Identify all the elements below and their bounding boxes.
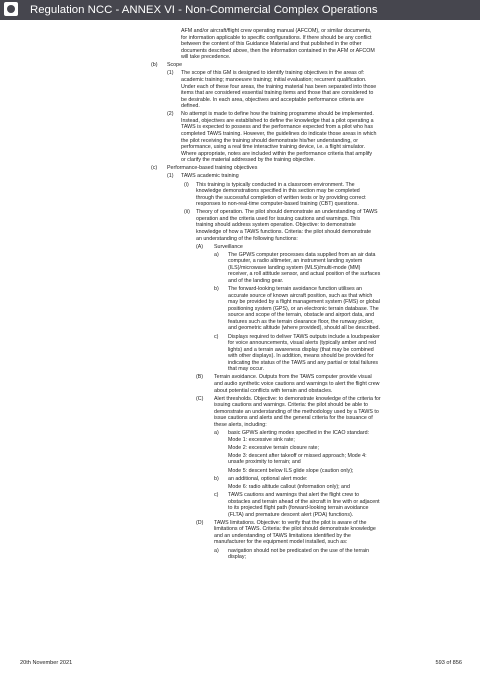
page-header — [0, 0, 480, 20]
paragraph-text — [181, 111, 480, 163]
paragraph — [0, 334, 480, 373]
paragraph — [0, 182, 480, 208]
text-line: Mode 6: radio altitude callout (information only); and — [228, 483, 350, 490]
text-line: and geometric altitude (where provided), should all be described. — [228, 325, 380, 332]
paragraph — [0, 453, 480, 466]
paragraph-text — [228, 548, 480, 561]
text-line: This training is typically conducted in a classroom environment. The — [196, 181, 355, 188]
paragraph — [0, 165, 480, 172]
text-line: Where appropriate, notes are included within the performance criteria that amplify — [181, 150, 373, 157]
text-line: No attempt is made to define how the training programme should be implemented. — [181, 111, 374, 118]
text-line: The GPWS computer processes data supplied from an air data — [228, 251, 376, 258]
paragraph — [0, 445, 480, 452]
paragraph — [0, 252, 480, 285]
text-line: and of the landing gear. — [228, 278, 284, 285]
text-line: documents described above, then the information contained in the AFM or AFCOM — [181, 47, 375, 54]
text-line: Performance-based training objectives — [167, 165, 258, 172]
text-line: AFM and/or aircraft/flight crew operating manual (AFCOM), or similar documents, — [181, 28, 372, 34]
text-line: knowledge of how a TAWS functions. Criteria: the pilot should demonstrate — [196, 229, 372, 236]
paragraph-text — [167, 62, 480, 69]
paragraph-text — [228, 476, 480, 483]
paragraph-label: (C) — [196, 395, 204, 402]
text-line: Displays required to deliver TAWS outputs include a loudspeaker — [228, 333, 380, 340]
text-line: navigation should not be predicated on the use of the terrain — [228, 547, 370, 554]
text-line: Theory of operation. The pilot should demonstrate an understanding of TAWS — [196, 209, 378, 216]
text-line: Mode 5: descent below ILS glide slope (caution only); — [228, 467, 354, 474]
paragraph-text — [196, 209, 480, 242]
paragraph-text — [228, 492, 480, 518]
paragraph-label: (i) — [184, 181, 189, 188]
document-body — [0, 28, 480, 562]
text-line: indicating the status of the TAWS and any partial or total failures — [228, 359, 379, 366]
text-line: TAWS is expected to possess and the performance expected from a pilot who has — [181, 124, 373, 131]
paragraph-label: (1) — [167, 70, 174, 77]
paragraph-label: a) — [214, 251, 219, 258]
paragraph — [0, 468, 480, 475]
text-line: training should address system operation. Objective: to demonstrate — [196, 222, 356, 229]
text-line: an understanding of the following functions: — [196, 235, 298, 242]
paragraph-text — [181, 70, 480, 109]
text-line: items that are considered essential training items and those that are considered to — [181, 90, 374, 97]
text-line: (FLTA) and premature descent alert (PDA) functions). — [228, 511, 354, 518]
paragraph-label: (2) — [167, 111, 174, 118]
paragraph — [0, 286, 480, 332]
text-line: through the successful completion of written tests or by providing correct — [196, 194, 366, 201]
text-line: completed TAWS training. However, the guidelines do indicate those areas in which — [181, 130, 377, 137]
text-line: features such as the terrain clearance floor, the runway picker, — [228, 318, 374, 325]
text-line: for information applicable to specific configurations. If there should be any conflict — [181, 34, 372, 41]
paragraph-text — [196, 182, 480, 208]
paragraph-label: a) — [214, 547, 219, 554]
paragraph-label: c) — [214, 333, 219, 340]
text-line: Mode 3: descent after takeoff or missed approach; Mode 4: — [228, 452, 367, 459]
paragraph-text — [181, 28, 480, 61]
text-line: be desirable. In each area, objectives and acceptable performance criteria are — [181, 96, 364, 103]
paragraph — [0, 548, 480, 561]
paragraph-text — [214, 374, 480, 394]
text-line: The scope of this GM is designed to identify training objectives in the areas of: — [181, 70, 365, 77]
text-line: basic GPWS alerting modes specified in the ICAO standard: — [228, 430, 370, 437]
text-line: Scope — [167, 62, 183, 69]
text-line: between the content of this Guidance Material and that published in the other — [181, 41, 362, 48]
paragraph — [0, 28, 480, 61]
text-line: display; — [228, 554, 246, 561]
paragraph-text — [214, 520, 480, 546]
paragraph — [0, 476, 480, 483]
paragraph — [0, 430, 480, 443]
text-line: source and scope of the terrain, obstacle and airport data, and — [228, 312, 375, 319]
text-line: to its projected flight path (forward-looking terrain avoidance — [228, 505, 369, 512]
document-title: Regulation NCC - ANNEX VI - Non-Commercial Complex Operations — [30, 4, 378, 16]
text-line: Under each of these four areas, the training material has been separated into those — [181, 83, 377, 90]
text-line: that may occur. — [228, 366, 264, 373]
paragraph-label: (D) — [196, 519, 204, 526]
text-line: obstacles and terrain ahead of the aircraft in line with or adjacent — [228, 498, 380, 505]
footer-page-number: 593 of 856 — [435, 660, 462, 666]
paragraph-label: b) — [214, 475, 219, 482]
text-line: performance, using a real time interactive training device, i.e. a flight simulator. — [181, 144, 366, 151]
paragraph — [0, 396, 480, 429]
text-line: accurate source of known aircraft position, such as that which — [228, 292, 373, 299]
paragraph-label: (ii) — [184, 209, 190, 216]
text-line: computer, a radio altimeter, an instrument landing system — [228, 258, 363, 265]
text-line: with other displays). In addition, means should be provided for — [228, 353, 374, 360]
text-line: TAWS limitations. Objective: to verify that the pilot is aware of the — [214, 519, 367, 526]
text-line: and audio synthetic voice cautions and warnings to alert the flight crew — [214, 381, 380, 388]
text-line: operation and the criteria used for issuing cautions and warnings. This — [196, 215, 361, 222]
footer-date: 20th November 2021 — [20, 660, 73, 666]
paragraph-label: (1) — [167, 173, 174, 180]
paragraph-text — [228, 484, 480, 491]
paragraph-label: c) — [214, 491, 219, 498]
text-line: positioning system (GPS), or an electronic terrain database. The — [228, 305, 379, 312]
paragraph — [0, 173, 480, 180]
text-line: may be provided by a flight management system (FMS) or global — [228, 299, 380, 306]
text-line: an additional, optional alert mode: — [228, 475, 308, 482]
text-line: or clarify the material addressed by the training objective. — [181, 157, 315, 164]
paragraph-text — [228, 252, 480, 285]
text-line: Mode 2: excessive terrain closure rate; — [228, 444, 319, 451]
paragraph-label: (b) — [151, 62, 158, 69]
text-line: Mode 1: excessive sink rate; — [228, 436, 295, 443]
text-line: (ILS)/microwave landing system (MLS)/multi-mode (MM) — [228, 264, 361, 271]
paragraph — [0, 492, 480, 518]
paragraph — [0, 484, 480, 491]
easa-logo-icon — [4, 2, 18, 16]
paragraph — [0, 244, 480, 251]
text-line: Alert thresholds. Objective: to demonstrate knowledge of the criteria for — [214, 395, 381, 402]
text-line: issuing cautions and warnings. Criteria: the pilot should be able to — [214, 402, 368, 409]
text-line: the pilot receiving the training should demonstrate his/her understanding, or — [181, 137, 358, 144]
text-line: TAWS cautions and warnings that alert the flight crew to — [228, 491, 360, 498]
paragraph-label: (B) — [196, 374, 204, 381]
text-line: unsafe proximity to terrain; and — [228, 459, 301, 466]
paragraph-label: (A) — [196, 243, 204, 250]
paragraph — [0, 374, 480, 394]
paragraph-text — [167, 165, 480, 172]
text-line: TAWS academic training — [181, 173, 239, 180]
paragraph-label: b) — [214, 286, 219, 293]
paragraph — [0, 209, 480, 242]
paragraph-text — [228, 430, 480, 443]
text-line: receiver, a roll attitude sensor, and actual position of the surfaces — [228, 271, 381, 278]
paragraph-text — [228, 334, 480, 373]
text-line: Instead, objectives are established to define the knowledge that a pilot operating a — [181, 117, 374, 124]
text-line: academic training; manoeuvre training; initial evaluation; recurrent qualification. — [181, 77, 367, 84]
text-line: responses to non-real-time computer-based training (CBT) questions. — [196, 201, 359, 208]
text-line: will take precedence. — [181, 54, 231, 61]
text-line: Terrain avoidance. Outputs from the TAWS computer provide visual — [214, 374, 372, 381]
text-line: defined. — [181, 103, 200, 110]
paragraph — [0, 111, 480, 163]
paragraph-text — [228, 453, 480, 466]
text-line: about potential conflicts with terrain and obstacles. — [214, 387, 333, 394]
paragraph-label: (c) — [151, 165, 158, 172]
text-line: knowledge demonstrations specified in this section may be completed — [196, 188, 360, 195]
text-line: limitations of TAWS. Criteria: the pilot should demonstrate knowledge — [214, 526, 376, 533]
paragraph-text — [228, 468, 480, 475]
paragraph-text — [181, 173, 480, 180]
paragraph-text — [214, 244, 480, 251]
text-line: these alerts, including: — [214, 421, 267, 428]
text-line: for voice announcements, visual alerts (typically amber and red — [228, 340, 377, 347]
paragraph-text — [228, 286, 480, 332]
paragraph — [0, 520, 480, 546]
paragraph-text — [228, 445, 480, 452]
text-line: demonstrate an understanding of the methodology used by a TAWS to — [214, 408, 379, 415]
paragraph-label: a) — [214, 430, 219, 437]
paragraph-text — [214, 396, 480, 429]
text-line: and an understanding of TAWS limitations identified by the — [214, 532, 351, 539]
paragraph — [0, 70, 480, 109]
text-line: issue cautions and alerts and the general criteria for the issuance of — [214, 415, 373, 422]
text-line: Surveillance — [214, 243, 243, 250]
text-line: The forward-looking terrain avoidance function utilises an — [228, 286, 362, 293]
text-line: manufacturer for the equipment model installed, such as: — [214, 539, 348, 546]
paragraph — [0, 62, 480, 69]
text-line: lights) and a terrain awareness display (that may be combined — [228, 346, 374, 353]
